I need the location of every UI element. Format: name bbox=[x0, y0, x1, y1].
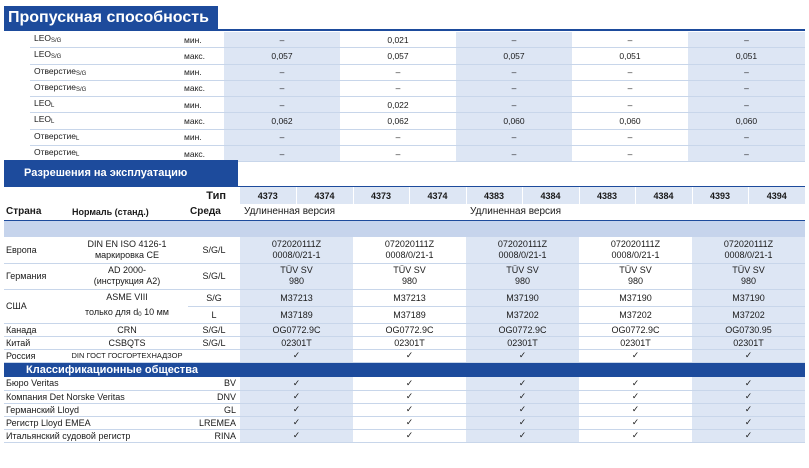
approval-value: ✓ bbox=[579, 429, 692, 442]
approval-value: ✓ bbox=[466, 403, 579, 416]
approval-value: ✓ bbox=[692, 390, 805, 403]
norm-line2: маркировка CE bbox=[94, 249, 160, 260]
approval-value: OG0772.9C bbox=[579, 323, 692, 336]
approval-value bbox=[240, 263, 353, 289]
extended-version-2: Удлиненная версия bbox=[466, 204, 692, 220]
capacity-value: – bbox=[688, 64, 805, 80]
norm-sub: 0 bbox=[138, 311, 142, 318]
approval-value bbox=[466, 237, 579, 263]
param-sub: S/G bbox=[51, 38, 62, 44]
approval-medium: S/G bbox=[188, 289, 240, 306]
approval-value-line2: 980 bbox=[402, 276, 418, 286]
approval-row bbox=[4, 349, 805, 362]
capacity-value: – bbox=[688, 146, 805, 162]
type-4394: 4394 bbox=[748, 187, 805, 205]
approval-row bbox=[4, 263, 805, 289]
capacity-value: – bbox=[224, 64, 340, 80]
capacity-value: 0,062 bbox=[340, 113, 456, 129]
approval-country: США bbox=[4, 289, 66, 323]
approval-value: M37213 bbox=[353, 289, 466, 306]
type-4384-a: 4384 bbox=[522, 187, 579, 205]
approval-value: ✓ bbox=[692, 377, 805, 390]
approval-norm bbox=[66, 289, 188, 323]
approval-value: ✓ bbox=[466, 429, 579, 442]
capacity-param bbox=[30, 113, 180, 129]
type-4384-b: 4384 bbox=[635, 187, 692, 205]
capacity-value: – bbox=[572, 32, 688, 48]
approval-value: ✓ bbox=[466, 390, 579, 403]
approval-value: ✓ bbox=[353, 390, 466, 403]
capacity-value: – bbox=[224, 97, 340, 113]
approvals-section-header bbox=[4, 160, 238, 186]
approval-norm bbox=[66, 237, 188, 263]
approval-value: OG0772.9C bbox=[353, 323, 466, 336]
param-name: LEO bbox=[34, 114, 52, 125]
approval-value bbox=[353, 237, 466, 263]
param-sub: S/G bbox=[51, 54, 62, 61]
approval-value: ✓ bbox=[692, 416, 805, 429]
society-code: GL bbox=[188, 403, 240, 416]
param-sub: S/G bbox=[76, 86, 87, 93]
approval-country: Европа bbox=[4, 237, 66, 263]
param-sub: L bbox=[51, 119, 55, 126]
col-norm: Нормаль (станд.) bbox=[66, 204, 188, 220]
capacity-value: 0,021 bbox=[340, 32, 456, 48]
approval-value: ✓ bbox=[579, 349, 692, 362]
approval-value-line2: 0008/0/21-1 bbox=[272, 249, 321, 260]
capacity-value: – bbox=[224, 80, 340, 96]
capacity-minmax: мин. bbox=[180, 97, 224, 113]
param-name: LEO bbox=[34, 33, 52, 43]
approval-value-line1: TÜV SV bbox=[732, 265, 765, 275]
society-code: RINA bbox=[188, 429, 240, 442]
capacity-value: – bbox=[456, 97, 572, 113]
approval-value-line2: 0008/0/21-1 bbox=[611, 249, 660, 260]
approval-value: ✓ bbox=[466, 349, 579, 362]
approval-norm: DIN ГОСТ ГОСГОРТЕХНАДЗОР bbox=[66, 349, 188, 362]
approval-country: Китай bbox=[4, 336, 66, 349]
approval-value: ✓ bbox=[466, 416, 579, 429]
capacity-value: – bbox=[224, 32, 340, 48]
capacity-minmax: мин. bbox=[180, 129, 224, 145]
capacity-row bbox=[30, 80, 805, 96]
approval-value: M37202 bbox=[466, 306, 579, 323]
approval-value-line1: 072020111Z bbox=[384, 238, 435, 249]
norm-line2: (инструкция A2) bbox=[93, 276, 161, 286]
approval-country: Канада bbox=[4, 323, 66, 336]
approval-value: 02301T bbox=[353, 336, 466, 349]
approval-country: Германия bbox=[4, 263, 66, 289]
approval-value: 02301T bbox=[579, 336, 692, 349]
approval-value: M37189 bbox=[353, 306, 466, 323]
capacity-table bbox=[30, 32, 805, 162]
type-4374-b: 4374 bbox=[409, 187, 466, 205]
param-name: LEO bbox=[34, 98, 52, 109]
approval-value: OG0730.95 bbox=[692, 323, 805, 336]
capacity-param bbox=[30, 129, 180, 145]
type-4374-a: 4374 bbox=[296, 187, 353, 205]
type-4393: 4393 bbox=[692, 187, 748, 205]
approval-norm: CRN bbox=[66, 323, 188, 336]
class-society-row bbox=[4, 377, 805, 390]
approval-medium: S/G/L bbox=[188, 263, 240, 289]
approval-norm bbox=[66, 263, 188, 289]
class-society-row bbox=[4, 416, 805, 429]
param-name: Отверстие bbox=[34, 65, 76, 76]
approval-value: 02301T bbox=[466, 336, 579, 349]
capacity-value: 0,057 bbox=[224, 48, 340, 64]
approval-value: ✓ bbox=[240, 416, 353, 429]
approval-value: M37190 bbox=[579, 289, 692, 306]
approval-value-line1: TÜV SV bbox=[280, 265, 313, 275]
society-name: Компания Det Norske Veritas bbox=[4, 390, 188, 403]
society-code: BV bbox=[188, 377, 240, 390]
approval-value: ✓ bbox=[466, 377, 579, 390]
approvals-table bbox=[4, 186, 805, 443]
approval-value-line2: 980 bbox=[289, 276, 305, 286]
approval-value: 02301T bbox=[692, 336, 805, 349]
capacity-value: – bbox=[456, 32, 572, 48]
capacity-title: Пропускная способность bbox=[8, 9, 209, 26]
capacity-minmax: макс. bbox=[180, 146, 224, 162]
approval-medium bbox=[188, 349, 240, 362]
param-sub: L bbox=[51, 103, 55, 110]
capacity-value: – bbox=[456, 129, 572, 145]
approval-value: ✓ bbox=[579, 377, 692, 390]
approval-value-line1: TÜV SV bbox=[393, 265, 426, 275]
capacity-minmax: макс. bbox=[180, 48, 224, 64]
capacity-value: – bbox=[456, 146, 572, 162]
capacity-param bbox=[30, 32, 180, 48]
capacity-value: – bbox=[224, 129, 340, 145]
capacity-value: 0,051 bbox=[572, 48, 688, 64]
capacity-minmax: мин. bbox=[180, 64, 224, 80]
capacity-param bbox=[30, 80, 180, 96]
approval-value-line1: TÜV SV bbox=[619, 265, 652, 275]
approval-value: ✓ bbox=[353, 416, 466, 429]
approval-value: M37189 bbox=[240, 306, 353, 323]
class-societies-title: Классификационные общества bbox=[4, 362, 805, 377]
capacity-param bbox=[30, 64, 180, 80]
approval-value: ✓ bbox=[240, 349, 353, 362]
approval-value bbox=[579, 263, 692, 289]
society-name: Регистр Lloyd EMEA bbox=[4, 416, 188, 429]
approvals-title: Разрешения на эксплуатацию bbox=[24, 167, 188, 179]
capacity-row bbox=[30, 32, 805, 48]
approval-value: ✓ bbox=[579, 416, 692, 429]
capacity-row bbox=[30, 97, 805, 113]
class-society-row bbox=[4, 390, 805, 403]
capacity-value: – bbox=[572, 129, 688, 145]
approval-country: Россия bbox=[4, 349, 66, 362]
capacity-row bbox=[30, 64, 805, 80]
approval-value-line2: 980 bbox=[741, 276, 757, 286]
capacity-value: – bbox=[688, 97, 805, 113]
capacity-value: 0,022 bbox=[340, 97, 456, 113]
approval-medium: S/G/L bbox=[188, 323, 240, 336]
approval-row bbox=[4, 336, 805, 349]
norm-pre: только для d bbox=[85, 306, 139, 317]
approval-value: ✓ bbox=[240, 429, 353, 442]
capacity-value: – bbox=[572, 97, 688, 113]
approval-value: 02301T bbox=[240, 336, 353, 349]
approval-value: M37190 bbox=[466, 289, 579, 306]
society-code: LREMEA bbox=[188, 416, 240, 429]
col-country: Страна bbox=[4, 204, 66, 220]
approval-value-line2: 0008/0/21-1 bbox=[385, 249, 434, 260]
capacity-value: 0,057 bbox=[456, 48, 572, 64]
norm-line1: ASME VIII bbox=[106, 291, 148, 302]
capacity-value: 0,060 bbox=[688, 113, 805, 129]
param-name: Отверстие bbox=[34, 147, 76, 158]
approval-value-line1: 072020111Z bbox=[497, 238, 548, 249]
approval-medium: S/G/L bbox=[188, 237, 240, 263]
approval-value-line1: 072020111Z bbox=[271, 238, 322, 249]
capacity-value: 0,062 bbox=[224, 113, 340, 129]
approval-value: ✓ bbox=[353, 377, 466, 390]
capacity-value: – bbox=[340, 64, 456, 80]
approval-value: ✓ bbox=[353, 429, 466, 442]
approval-value-line2: 0008/0/21-1 bbox=[724, 249, 773, 260]
approval-value: ✓ bbox=[692, 349, 805, 362]
capacity-value: – bbox=[572, 64, 688, 80]
approval-row bbox=[4, 237, 805, 263]
approval-value: OG0772.9C bbox=[240, 323, 353, 336]
param-name: LEO bbox=[34, 49, 52, 60]
approval-value bbox=[692, 237, 805, 263]
approval-value-line2: 980 bbox=[628, 276, 644, 286]
capacity-value: – bbox=[456, 80, 572, 96]
param-sub: L bbox=[76, 152, 80, 159]
approval-value-line1: 072020111Z bbox=[610, 238, 661, 249]
capacity-value: – bbox=[572, 146, 688, 162]
approval-medium: S/G/L bbox=[188, 336, 240, 349]
society-name: Бюро Veritas bbox=[4, 377, 188, 390]
approval-value-line2: 0008/0/21-1 bbox=[498, 249, 547, 260]
capacity-row bbox=[30, 48, 805, 64]
approval-value bbox=[692, 263, 805, 289]
norm-post: 10 мм bbox=[141, 306, 169, 317]
param-sub: L bbox=[76, 135, 80, 142]
approval-value: M37213 bbox=[240, 289, 353, 306]
approval-value bbox=[579, 237, 692, 263]
approval-row bbox=[4, 323, 805, 336]
class-society-row bbox=[4, 429, 805, 442]
col-medium: Среда bbox=[188, 204, 240, 220]
capacity-minmax: мин. bbox=[180, 32, 224, 48]
capacity-row bbox=[30, 113, 805, 129]
capacity-value: – bbox=[688, 80, 805, 96]
spacer-band bbox=[4, 220, 805, 237]
approval-value: ✓ bbox=[579, 403, 692, 416]
approval-value: ✓ bbox=[353, 403, 466, 416]
param-name: Отверстие bbox=[34, 130, 76, 141]
approval-value: ✓ bbox=[240, 377, 353, 390]
norm-line1: AD 2000- bbox=[107, 265, 147, 275]
norm-line2 bbox=[66, 305, 188, 323]
approval-value: OG0772.9C bbox=[466, 323, 579, 336]
capacity-value: 0,060 bbox=[572, 113, 688, 129]
capacity-value: – bbox=[340, 129, 456, 145]
type-4383-b: 4383 bbox=[579, 187, 635, 205]
class-societies-header bbox=[4, 362, 805, 377]
capacity-minmax: макс. bbox=[180, 113, 224, 129]
society-name: Итальянский судовой регистр bbox=[4, 429, 188, 442]
extended-version-1: Удлиненная версия bbox=[240, 204, 466, 220]
capacity-row bbox=[30, 129, 805, 145]
society-code: DNV bbox=[188, 390, 240, 403]
capacity-value: 0,051 bbox=[688, 48, 805, 64]
approval-value: ✓ bbox=[353, 349, 466, 362]
approval-value-line1: 072020111Z bbox=[723, 238, 774, 249]
capacity-value: – bbox=[688, 32, 805, 48]
capacity-value: – bbox=[572, 80, 688, 96]
capacity-minmax: макс. bbox=[180, 80, 224, 96]
type-4383-a: 4383 bbox=[466, 187, 522, 205]
approval-value: M37202 bbox=[692, 306, 805, 323]
capacity-param bbox=[30, 48, 180, 64]
approval-norm: CSBQTS bbox=[66, 336, 188, 349]
approval-value: M37202 bbox=[579, 306, 692, 323]
capacity-section-header bbox=[4, 6, 218, 29]
param-name: Отверстие bbox=[34, 81, 76, 92]
approval-value: ✓ bbox=[692, 429, 805, 442]
approval-value bbox=[353, 263, 466, 289]
capacity-value: 0,060 bbox=[456, 113, 572, 129]
param-sub: S/G bbox=[76, 70, 87, 77]
approval-value: ✓ bbox=[240, 403, 353, 416]
type-4373-a: 4373 bbox=[240, 187, 296, 205]
capacity-param bbox=[30, 97, 180, 113]
capacity-value: – bbox=[340, 80, 456, 96]
approval-value: ✓ bbox=[240, 390, 353, 403]
approval-medium: L bbox=[188, 306, 240, 323]
approval-value-line1: TÜV SV bbox=[506, 265, 539, 275]
capacity-value: – bbox=[340, 146, 456, 162]
type-4373-b: 4373 bbox=[353, 187, 409, 205]
capacity-value: – bbox=[224, 146, 340, 162]
approval-row bbox=[4, 289, 805, 306]
approval-value-line2: 980 bbox=[515, 276, 531, 286]
approval-value: ✓ bbox=[579, 390, 692, 403]
capacity-value: – bbox=[456, 64, 572, 80]
type-label: Тип bbox=[4, 187, 240, 205]
norm-line1: DIN EN ISO 4126-1 bbox=[87, 238, 167, 249]
capacity-value: – bbox=[688, 129, 805, 145]
approval-value bbox=[466, 263, 579, 289]
society-name: Германский Lloyd bbox=[4, 403, 188, 416]
approval-value bbox=[240, 237, 353, 263]
class-society-row bbox=[4, 403, 805, 416]
approval-value: ✓ bbox=[692, 403, 805, 416]
capacity-divider bbox=[4, 29, 805, 31]
approval-value: M37190 bbox=[692, 289, 805, 306]
capacity-value: 0,057 bbox=[340, 48, 456, 64]
